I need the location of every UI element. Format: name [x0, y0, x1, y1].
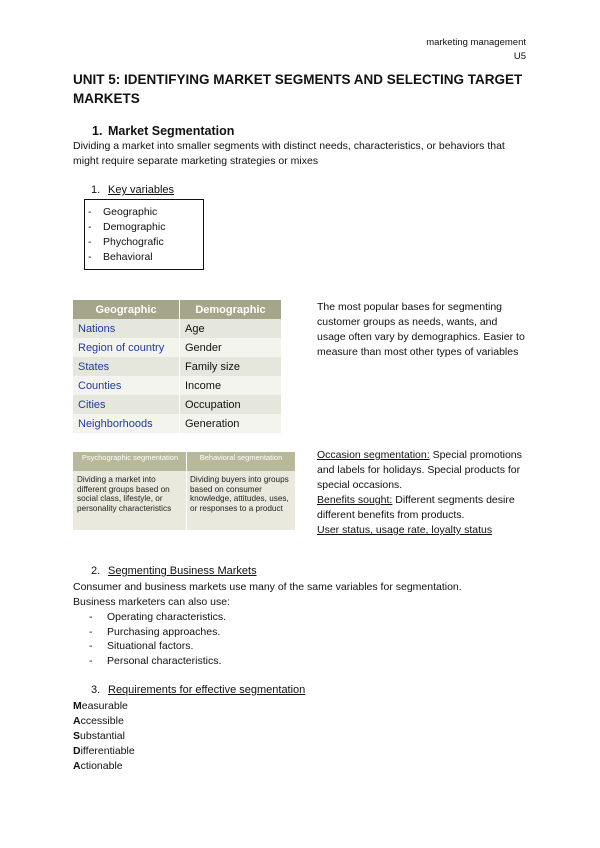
occasion-text: Special promotions and labels for holidays. Special products for special occasions. [317, 449, 522, 491]
psychographic-cell: Dividing a market into different groups based on social class, lifestyle, or personality characteristics [77, 475, 172, 513]
behavioral-notes [317, 448, 529, 538]
geo-cell: Counties [73, 376, 180, 395]
business-variables-list [73, 610, 226, 668]
variable-item: - Behavioral [85, 250, 165, 265]
geo-cell: Cities [73, 395, 180, 414]
variable-item: - Phychografic [85, 235, 165, 250]
user-status-text: User status, usage rate, loyalty status [317, 524, 493, 536]
segmentation-definition: Dividing a market into smaller segments with distinct needs, characteristics, or behaviors that might require separate marketing strategies or mixes [73, 140, 505, 167]
occasion-label: Occasion segmentation: [317, 449, 430, 461]
requirement-rest: ccessible [80, 715, 124, 727]
section-3-heading [91, 684, 305, 696]
requirements-list [73, 699, 135, 774]
list-item [73, 759, 135, 774]
acronym-letter: D [73, 745, 81, 757]
section-1-heading [92, 124, 234, 138]
section-2-number: 2. [91, 565, 101, 577]
geo-cell: Region of country [73, 338, 180, 357]
demo-cell: Income [180, 376, 282, 395]
section-1-title: Market Segmentation [108, 124, 235, 138]
table-header-geographic: Geographic [73, 300, 180, 319]
requirement-rest: ctionable [80, 760, 123, 772]
acronym-letter: A [73, 715, 81, 727]
requirement-rest: easurable [81, 700, 128, 712]
demo-cell: Gender [180, 338, 282, 357]
table-header-behavioral: Behavioral segmentation [199, 453, 283, 462]
behavioral-cell: Dividing buyers into groups based on consumer knowledge, attitudes, uses, or responses to a product [190, 475, 289, 513]
section-3-label: Requirements for effective segmentation [108, 684, 306, 696]
geo-cell: Neighborhoods [73, 414, 180, 433]
list-item: - Situational factors. [73, 639, 226, 654]
demo-cell: Family size [180, 357, 282, 376]
variable-item: - Demographic [85, 220, 165, 235]
section-2-label: Segmenting Business Markets [108, 565, 257, 577]
segmentation-table [73, 300, 281, 433]
acronym-letter: A [73, 760, 81, 772]
key-variables-heading [91, 184, 174, 196]
key-variables-box [84, 199, 204, 270]
column-divider [186, 452, 187, 530]
list-item: - Operating characteristics. [73, 610, 226, 625]
table-header-demographic: Demographic [180, 300, 282, 319]
demo-cell: Generation [180, 414, 282, 433]
psycho-behavioral-table [73, 452, 295, 530]
table-row [73, 338, 281, 357]
benefits-text: Different segments desire different benefits from products. [317, 494, 515, 521]
table-header-psychographic: Psychographic segmentation [81, 453, 179, 462]
geo-cell: States [73, 357, 180, 376]
course-name: marketing management [426, 37, 526, 48]
geo-cell: Nations [73, 319, 180, 338]
table-row [73, 414, 281, 433]
business-markets-line2: Business marketers can also use: [73, 596, 230, 608]
table-row [73, 395, 281, 414]
section-2-heading [91, 565, 257, 577]
acronym-letter: S [73, 730, 81, 742]
list-item [73, 729, 135, 744]
section-3-number: 3. [91, 684, 101, 696]
list-item: - Purchasing approaches. [73, 625, 226, 640]
list-item [73, 699, 135, 714]
section-1-number: 1. [92, 124, 103, 138]
key-variables-label: Key variables [108, 184, 175, 196]
business-markets-line1: Consumer and business markets use many of the same variables for segmentation. [73, 581, 462, 593]
requirement-rest: ubstantial [80, 730, 125, 742]
key-variables-number: 1. [91, 184, 101, 196]
list-item [73, 714, 135, 729]
variable-item: - Geographic [85, 205, 165, 220]
list-item: - Personal characteristics. [73, 654, 226, 669]
page-title: UNIT 5: IDENTIFYING MARKET SEGMENTS AND SELECTING TARGET MARKETS [73, 72, 523, 106]
benefits-label: Benefits sought: [317, 494, 393, 506]
table-note: The most popular bases for segmenting customer groups as needs, wants, and usage often vary by demographics. Easier to measure than most other types of variables [317, 301, 525, 358]
list-item [73, 744, 135, 759]
demo-cell: Occupation [180, 395, 282, 414]
table-row [73, 319, 281, 338]
table-row [73, 357, 281, 376]
acronym-letter: M [73, 700, 82, 712]
table-row [73, 376, 281, 395]
unit-code: U5 [513, 51, 526, 62]
requirement-rest: ifferentiable [80, 745, 135, 757]
demo-cell: Age [180, 319, 282, 338]
